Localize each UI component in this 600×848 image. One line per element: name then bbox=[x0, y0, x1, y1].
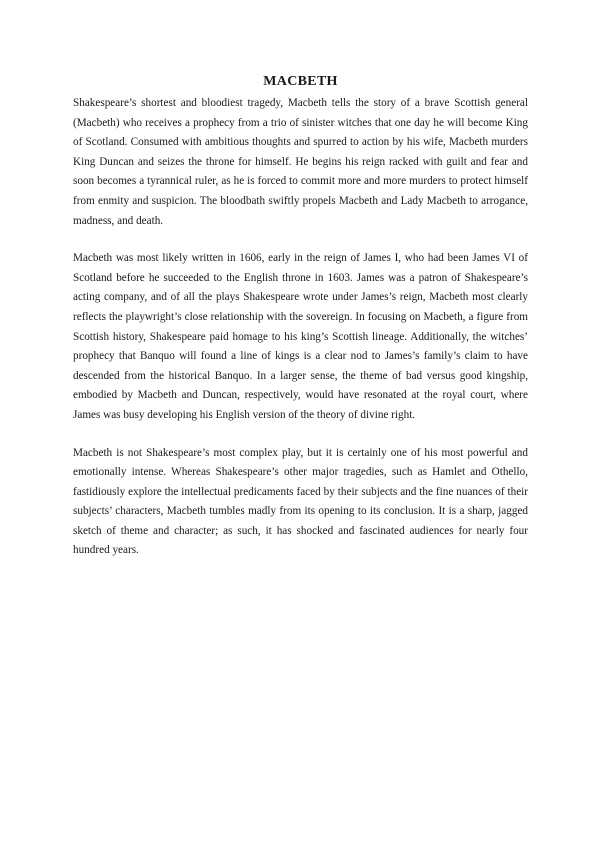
paragraph-3: Macbeth is not Shakespeare’s most complex play, but it is certainly one of his most powerful and emotionally intense. Whereas Shakespeare’s other major tragedies, such as Hamlet and Othello, fastidiously explore the intellectual predicaments faced by their subjects and the fine nuances of their subjects’ characters, Macbeth tumbles madly from its opening to its conclusion. It is a sharp, jagged sketch of theme and character; as such, it has shocked and fascinated audiences for nearly four hundred years. bbox=[73, 446, 528, 557]
document-body bbox=[73, 74, 528, 579]
document-title: MACBETH bbox=[263, 74, 338, 89]
paragraph-2: Macbeth was most likely written in 1606, early in the reign of James I, who had been James VI of Scotland before he succeeded to the English throne in 1603. James was a patron of Shakespeare’s acting company, and of all the plays Shakespeare wrote under James’s reign, Macbeth most clearly reflects the playwright’s close relationship with the sovereign. In focusing on Macbeth, a figure from Scottish history, Shakespeare paid homage to his king’s Scottish lineage. Additionally, the witches’ prophecy that Banquo will found a line of kings is a clear nod to James’s family’s claim to have descended from the historical Banquo. In a larger sense, the theme of bad versus good kingship, embodied by Macbeth and Duncan, respectively, would have resonated at the royal court, where James was busy developing his English version of the theory of divine right. bbox=[73, 252, 528, 421]
paragraph-1: Shakespeare’s shortest and bloodiest tragedy, Macbeth tells the story of a brave Scottish general (Macbeth) who receives a prophecy from a trio of sinister witches that one day he will become King of Scotland. Consumed with ambitious thoughts and spurred to action by his wife, Macbeth murders King Duncan and seizes the throne for himself. He begins his reign racked with guilt and fear and soon becomes a tyrannical ruler, as he is forced to commit more and more murders to protect himself from enmity and suspicion. The bloodbath swiftly propels Macbeth and Lady Macbeth to arrogance, madness, and death. bbox=[73, 97, 528, 227]
